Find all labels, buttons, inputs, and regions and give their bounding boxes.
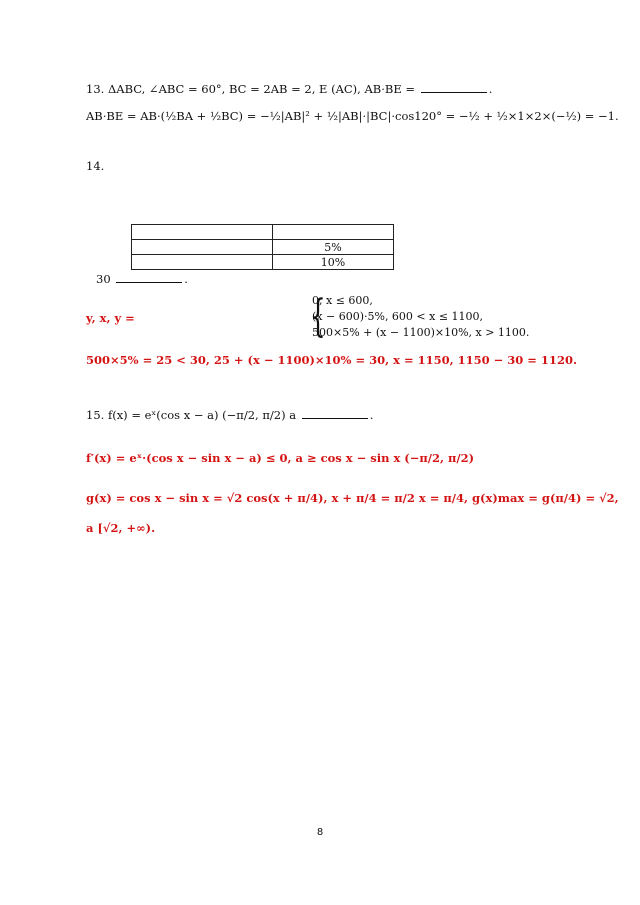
q15-answer-blank[interactable] xyxy=(302,406,368,419)
page-number: 8 xyxy=(316,827,324,838)
piecewise-case-3: 500×5% + (x − 1100)×10%, x > 1100. xyxy=(312,326,530,339)
table-cell xyxy=(132,240,273,255)
q15-solution-text-1: f′(x) = eˣ·(cos x − sin x − a) ≤ 0, a ≥ cos x − sin x (−π/2, π/2) xyxy=(86,451,475,465)
q13-solution-expr: AB·BE = AB·(½BA + ½BC) = −½|AB|² + ½|AB|·|BC|·cos120° = −½ + ½×1×2×(−½) = −1. xyxy=(86,109,619,123)
left-brace: { xyxy=(310,291,326,342)
q13-solution xyxy=(86,108,619,124)
q13-label: 13. xyxy=(86,82,105,96)
table-row xyxy=(132,255,394,270)
q13-answer-blank[interactable] xyxy=(421,80,487,93)
q14-solution-prefix: y, x, y = xyxy=(86,311,135,325)
q15-solution-line1 xyxy=(86,450,474,466)
q14-label: 14. xyxy=(86,159,105,173)
table-cell xyxy=(132,255,273,270)
q15-stem-text: f(x) = eˣ(cos x − a) (−π/2, π/2) a xyxy=(107,408,297,422)
q13-stem-text: ΔABC, ∠ABC = 60°, BC = 2AB = 2, E (AC), AB·BE = xyxy=(107,82,416,96)
table-header-amount xyxy=(132,225,273,240)
table-cell: 10% xyxy=(273,255,394,270)
q15-label: 15. xyxy=(86,408,105,422)
q14-answer-blank[interactable] xyxy=(116,270,182,283)
q15-solution-line2: g(x) = cos x − sin x = √2 cos(x + π/4), x + π/4 = π/2 x = π/4, g(x)max = g(π/4) = √2, xyxy=(86,491,619,505)
table-cell: 5% xyxy=(273,240,394,255)
discount-rate-table xyxy=(131,224,394,270)
q13-stem: 13. ΔABC, ∠ABC = 60°, BC = 2AB = 2, E (AC), AB·BE = . xyxy=(86,82,493,96)
piecewise-function xyxy=(312,293,529,341)
q15-stem: 15. f(x) = eˣ(cos x − a) (−π/2, π/2) a . xyxy=(86,408,374,422)
q14-stem-line1 xyxy=(86,158,104,174)
q14-question-text: 30 xyxy=(96,272,111,286)
q14-question: 30 . xyxy=(96,272,188,286)
q15-solution-line3: a [√2, +∞). xyxy=(86,521,156,535)
q14-solution-line1 xyxy=(86,310,135,326)
q14-solution-line2: 500×5% = 25 < 30, 25 + (x − 1100)×10% = 30, x = 1150, 1150 − 30 = 1120. xyxy=(86,353,577,367)
piecewise-case-2: (x − 600)·5%, 600 < x ≤ 1100, xyxy=(312,310,484,323)
table-header-rate xyxy=(273,225,394,240)
piecewise-case-1: 0, x ≤ 600, xyxy=(312,294,373,307)
table-header-row xyxy=(132,225,394,240)
table-row xyxy=(132,240,394,255)
